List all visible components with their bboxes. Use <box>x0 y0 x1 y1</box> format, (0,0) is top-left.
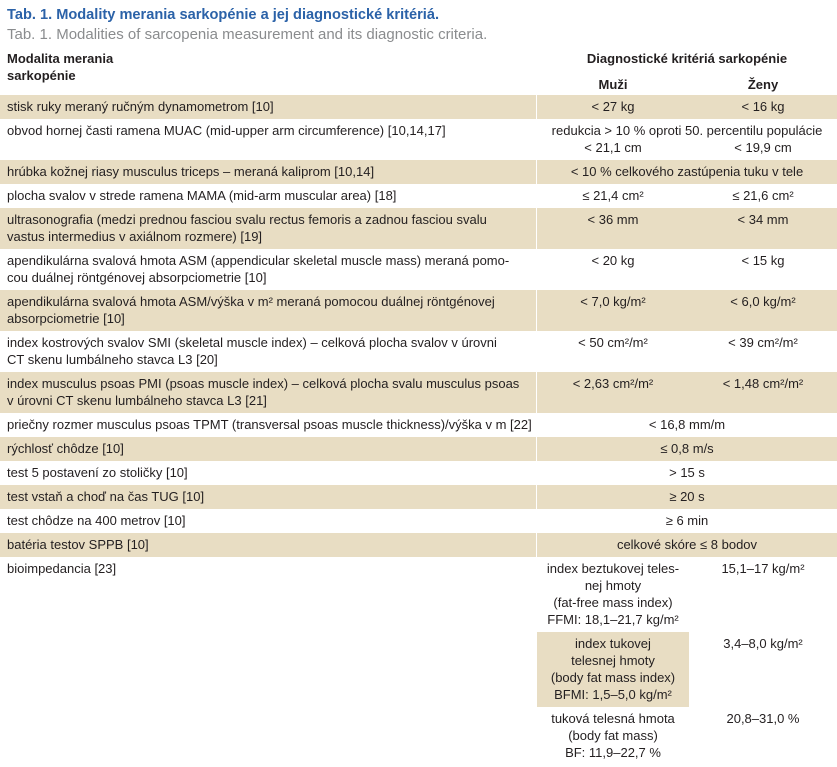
men-criterion-cell <box>537 557 689 632</box>
women-criterion-cell: < 39 cm²/m² <box>728 335 798 350</box>
column-header-modality <box>0 48 537 95</box>
women-criterion-cell: 3,4–8,0 kg/m² <box>723 636 803 651</box>
women-criterion-cell: < 6,0 kg/m² <box>689 290 837 331</box>
modality-text: apendikulárna svalová hmota ASM/výška v m² meraná pomocou duálnej röntgénovej <box>7 294 495 309</box>
row-muac <box>0 119 837 139</box>
men-criterion-cell: ≤ 21,4 cm² <box>582 188 644 203</box>
modality-cell <box>0 509 537 533</box>
modality-cell <box>0 461 537 485</box>
table-body <box>0 95 837 765</box>
criterion-text-line: (fat-free mass index) <box>553 595 673 610</box>
women-criterion-cell: < 1,48 cm²/m² <box>689 372 837 413</box>
modality-cell <box>0 533 537 557</box>
criterion-text-line: nej hmoty <box>584 578 642 593</box>
modality-cell <box>0 437 537 461</box>
modality-cell <box>0 208 537 249</box>
modality-text: cou duálnej röntgénovej absorpciometrie [10] <box>7 270 267 285</box>
criterion-text-line: BF: 11,9–22,7 % <box>565 745 661 760</box>
women-criterion-cell: < 34 mm <box>689 208 837 249</box>
shared-criterion-cell: redukcia > 10 % oproti 50. percentilu populácie <box>551 123 823 138</box>
header-text-line: Modalita merania <box>7 51 114 66</box>
row-triceps-skinfold <box>0 160 837 184</box>
header-row <box>0 48 837 72</box>
criterion-text-line: telesnej hmoty <box>571 653 655 668</box>
row-asm-per-height <box>0 290 837 331</box>
modality-cell <box>0 331 537 372</box>
modality-cell <box>0 119 537 160</box>
row-handgrip-strength <box>0 95 837 119</box>
criterion-text-line: index beztukovej teles- <box>546 561 680 576</box>
men-criterion-cell <box>537 707 689 765</box>
modality-text: plocha svalov v strede ramena MAMA (mid-arm muscular area) [18] <box>7 188 397 203</box>
modality-text: CT skenu lumbálneho stavca L3 [20] <box>7 352 218 367</box>
table-title: Tab. 1. Modality merania sarkopénie a jej diagnostické kritériá. <box>7 7 440 23</box>
shared-criterion-cell: < 10 % celkového zastúpenia tuku v tele <box>537 160 837 184</box>
men-criterion-cell: < 21,1 cm <box>584 140 642 155</box>
row-sppb <box>0 533 837 557</box>
shared-criterion-cell: ≥ 20 s <box>537 485 837 509</box>
modality-text: hrúbka kožnej riasy musculus triceps – meraná kaliprom [10,14] <box>7 164 375 179</box>
modality-text: ultrasonografia (medzi prednou fasciou svalu rectus femoris a zadnou fasciou svalu <box>7 212 487 227</box>
modality-text: vastus intermedius v axiálnom rozmere) [19] <box>7 229 263 244</box>
modality-text: v úrovni CT skenu lumbálneho stavca L3 [21] <box>7 393 267 408</box>
row-chair-stand-test <box>0 461 837 485</box>
modality-text: index musculus psoas PMI (psoas muscle index) – celková plocha svalu musculus psoas <box>7 376 520 391</box>
row-tpmt <box>0 413 837 437</box>
modality-cell <box>0 160 537 184</box>
shared-criterion-cell: > 15 s <box>669 465 705 480</box>
criterion-text-line: BFMI: 1,5–5,0 kg/m² <box>554 687 672 702</box>
row-pmi <box>0 372 837 413</box>
criterion-text-line: index tukovej <box>575 636 651 651</box>
modality-cell <box>0 372 537 413</box>
row-bioimpedance-ffmi <box>0 557 837 632</box>
modality-cell <box>0 184 537 208</box>
women-criterion-cell: 15,1–17 kg/m² <box>721 561 805 576</box>
modality-text: batéria testov SPPB [10] <box>7 537 149 552</box>
men-criterion-cell: < 7,0 kg/m² <box>537 290 689 331</box>
women-criterion-cell: 20,8–31,0 % <box>726 711 800 726</box>
modality-text: absorpciometrie [10] <box>7 311 125 326</box>
modality-text: test chôdze na 400 metrov [10] <box>7 513 186 528</box>
modality-text: rýchlosť chôdze [10] <box>7 441 124 456</box>
modality-cell <box>0 485 537 509</box>
men-criterion-cell: < 36 mm <box>537 208 689 249</box>
row-smi <box>0 331 837 372</box>
criterion-text-line: tuková telesná hmota <box>551 711 675 726</box>
men-criterion-cell: < 27 kg <box>537 95 689 119</box>
column-header-criteria: Diagnostické kritériá sarkopénie <box>586 51 788 66</box>
row-tug-test <box>0 485 837 509</box>
shared-criterion-cell: ≤ 0,8 m/s <box>537 437 837 461</box>
modality-text: stisk ruky meraný ručným dynamometrom [10] <box>7 99 274 114</box>
row-ultrasonography <box>0 208 837 249</box>
women-criterion-cell: < 19,9 cm <box>734 140 792 155</box>
modality-text: test vstaň a choď na čas TUG [10] <box>7 489 205 504</box>
sarcopenia-criteria-table <box>0 48 837 765</box>
shared-criterion-cell: celkové skóre ≤ 8 bodov <box>537 533 837 557</box>
column-header-men: Muži <box>598 77 628 92</box>
men-criterion-cell: < 50 cm²/m² <box>578 335 648 350</box>
men-criterion-cell: < 20 kg <box>591 253 635 268</box>
modality-text: apendikulárna svalová hmota ASM (appendicular skeletal muscle mass) meraná pomo- <box>7 253 510 268</box>
column-header-women: Ženy <box>747 77 779 92</box>
modality-cell <box>0 95 537 119</box>
men-criterion-cell <box>537 632 689 707</box>
row-gait-speed <box>0 437 837 461</box>
header-text-line: sarkopénie <box>7 68 76 83</box>
row-mama <box>0 184 837 208</box>
criterion-text-line: (body fat mass) <box>568 728 658 743</box>
modality-cell <box>0 557 537 765</box>
modality-text: bioimpedancia [23] <box>7 561 117 576</box>
table-header <box>0 48 837 95</box>
women-criterion-cell: < 16 kg <box>689 95 837 119</box>
modality-text: priečny rozmer musculus psoas TPMT (transversal psoas muscle thickness)/výška v m [22] <box>7 417 532 432</box>
modality-cell <box>0 413 537 437</box>
modality-text: test 5 postavení zo stoličky [10] <box>7 465 188 480</box>
women-criterion-cell: ≤ 21,6 cm² <box>732 188 794 203</box>
men-criterion-cell: < 2,63 cm²/m² <box>537 372 689 413</box>
modality-text: obvod hornej časti ramena MUAC (mid-upper arm circumference) [10,14,17] <box>7 123 446 138</box>
women-criterion-cell: < 15 kg <box>741 253 785 268</box>
table-subtitle-english: Tab. 1. Modalities of sarcopenia measurement and its diagnostic criteria. <box>7 26 488 43</box>
shared-criterion-cell: ≥ 6 min <box>665 513 709 528</box>
criterion-text-line: FFMI: 18,1–21,7 kg/m² <box>547 612 679 627</box>
modality-cell <box>0 249 537 290</box>
shared-criterion-cell: < 16,8 mm/m <box>648 417 726 432</box>
row-asm <box>0 249 837 290</box>
modality-text: index kostrových svalov SMI (skeletal muscle index) – celková plocha svalov v úrovni <box>7 335 497 350</box>
row-400m-walk-test <box>0 509 837 533</box>
modality-cell <box>0 290 537 331</box>
criterion-text-line: (body fat mass index) <box>550 670 676 685</box>
